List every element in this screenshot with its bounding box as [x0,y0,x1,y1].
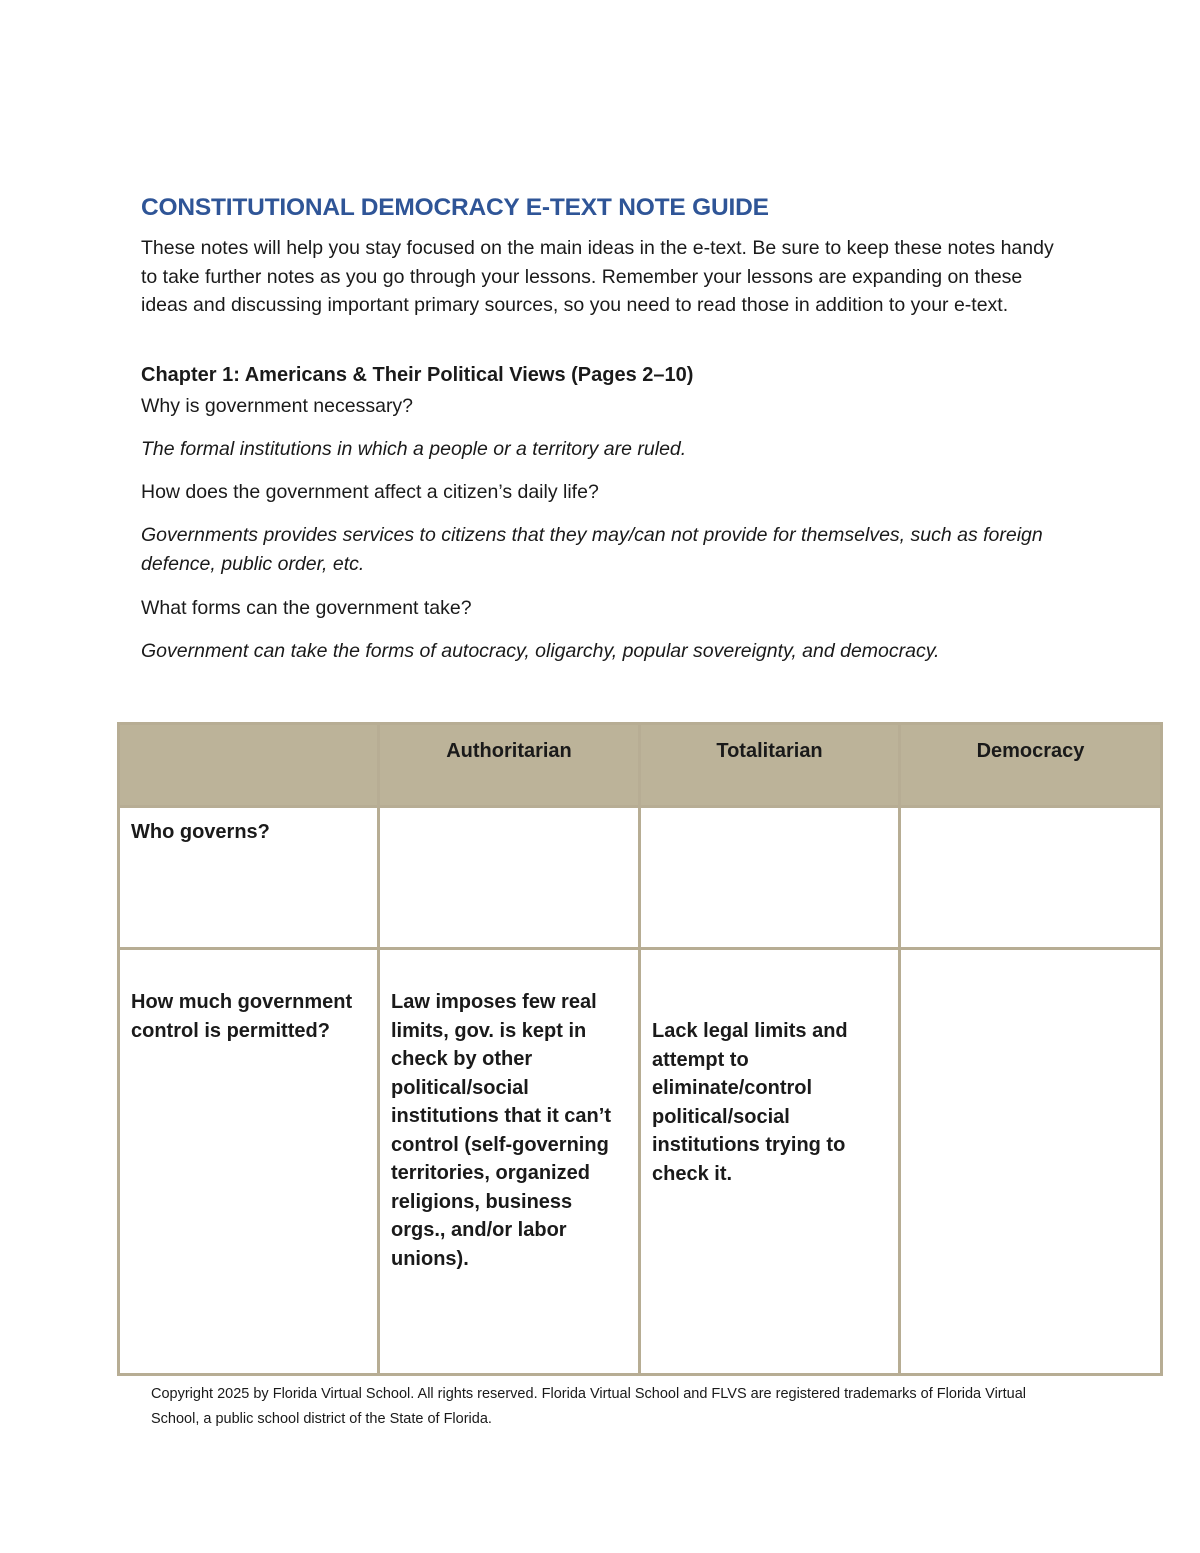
table-row [119,807,1162,949]
cell-control-authoritarian[interactable]: Law imposes few real limits, gov. is kept in check by other political/social institutions that it can’t control (self-governing territories, organized religions, business orgs., and/or labor unions). [379,949,640,1375]
header-blank [119,724,379,807]
question-1: Why is government necessary? [141,395,414,417]
government-comparison-table [117,722,1163,1376]
cell-who-governs-totalitarian[interactable] [640,807,900,949]
cell-control-totalitarian[interactable]: Lack legal limits and attempt to eliminate/control political/social institutions trying to check it. [640,949,900,1375]
answer-3: Government can take the forms of autocracy, oligarchy, popular sovereignty, and democracy. [141,640,940,662]
cell-control-democracy[interactable] [900,949,1162,1375]
header-authoritarian: Authoritarian [379,724,640,807]
answer-1: The formal institutions in which a people or a territory are ruled. [141,438,687,460]
answer-2: Governments provides services to citizens that they may/can not provide for themselves, such as foreign defence, public order, etc. [141,524,1043,575]
row-label-who-governs: Who governs? [119,807,379,949]
question-3: What forms can the government take? [141,597,472,619]
table-row [119,949,1162,1375]
page-title: CONSTITUTIONAL DEMOCRACY E-TEXT NOTE GUIDE [141,194,769,221]
question-2: How does the government affect a citizen’s daily life? [141,481,599,503]
cell-who-governs-authoritarian[interactable] [379,807,640,949]
table-header-row [119,724,1162,807]
chapter-heading: Chapter 1: Americans & Their Political Views (Pages 2–10) [141,364,694,386]
cell-who-governs-democracy[interactable] [900,807,1162,949]
intro-paragraph: These notes will help you stay focused on the main ideas in the e-text. Be sure to keep these notes handy to take further notes as you go through your lessons. Remember your lessons are expanding on these ideas and discussing important primary sources, so you need to read those in addition to your e-text. [141,237,1054,316]
row-label-control-permitted: How much government control is permitted? [119,949,379,1375]
copyright-footer: Copyright 2025 by Florida Virtual School. All rights reserved. Florida Virtual School and FLVS are registered trademarks of Florida Virtual School, a public school district of the State of Florida. [151,1386,1026,1427]
header-totalitarian: Totalitarian [640,724,900,807]
header-democracy: Democracy [900,724,1162,807]
